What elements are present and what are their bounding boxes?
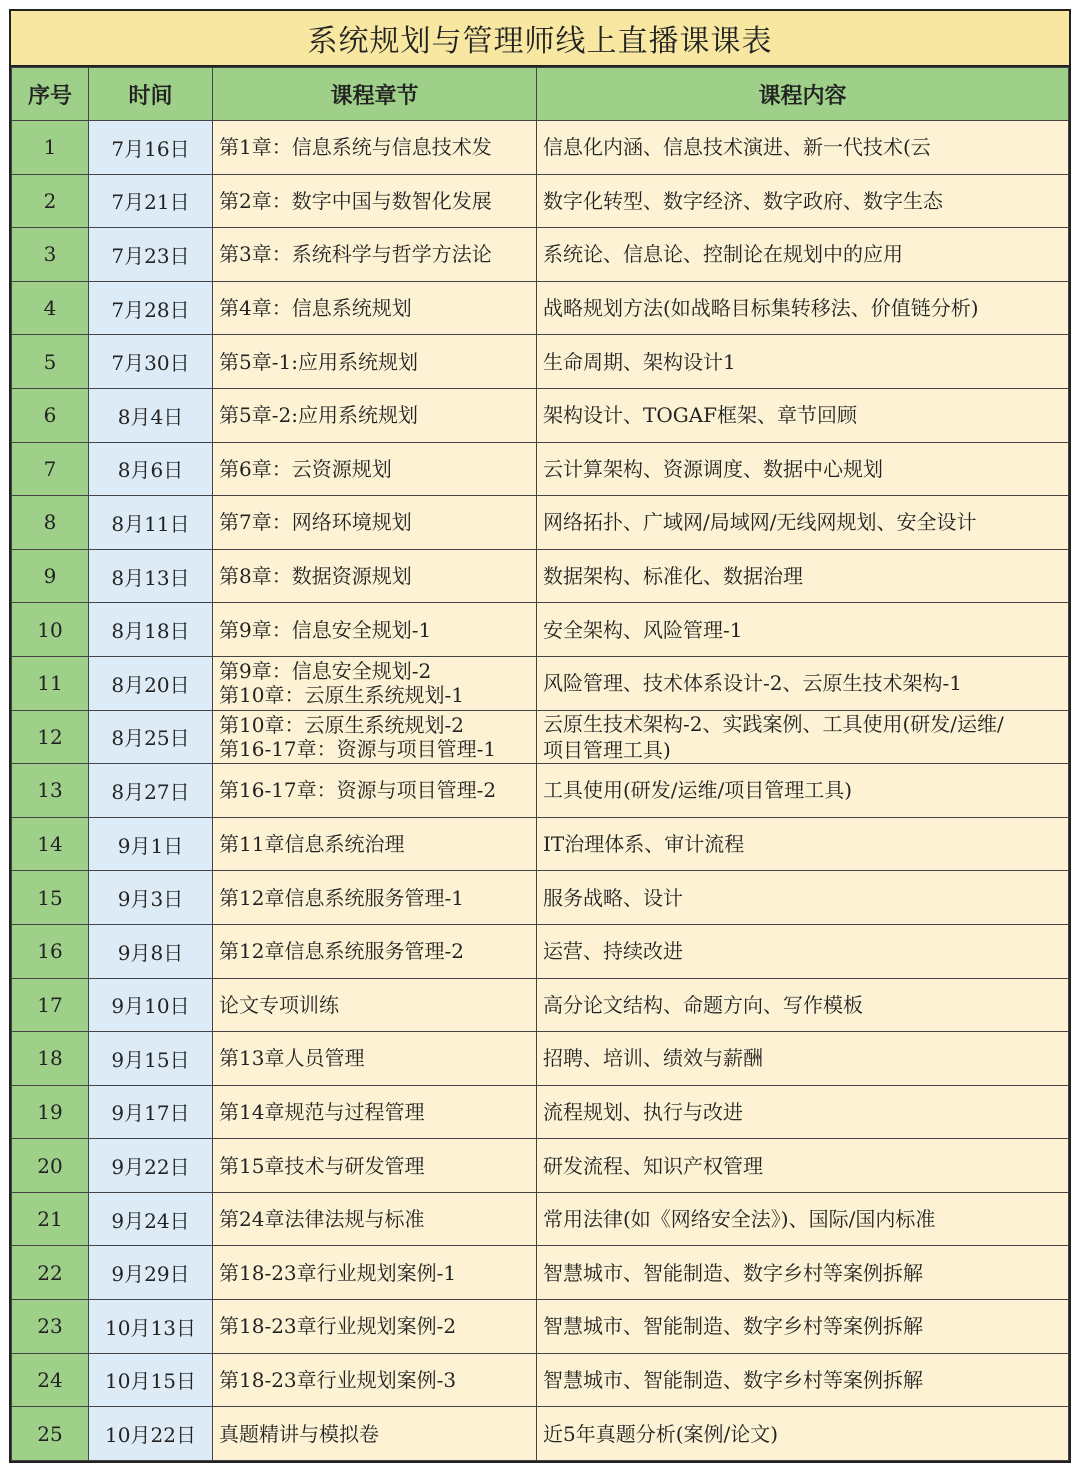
row-number: 21 <box>12 1192 89 1246</box>
row-date: 8月25日 <box>89 710 213 764</box>
row-chapter <box>213 1085 537 1139</box>
content-line: IT治理体系、审计流程 <box>543 832 745 857</box>
content-line: 数字化转型、数字经济、数字政府、数字生态 <box>543 188 943 213</box>
row-number: 11 <box>12 656 89 710</box>
content-line: 生命周期、架构设计1 <box>543 349 736 374</box>
chapter-line: 第5章-1:应用系统规划 <box>219 349 418 374</box>
row-chapter <box>213 924 537 978</box>
row-chapter <box>213 817 537 871</box>
row-date: 8月13日 <box>89 549 213 603</box>
row-date: 7月28日 <box>89 281 213 335</box>
row-date: 7月23日 <box>89 228 213 282</box>
row-content <box>537 817 1069 871</box>
content-line: 研发流程、知识产权管理 <box>543 1153 763 1178</box>
content-line: 智慧城市、智能制造、数字乡村等案例拆解 <box>543 1314 923 1339</box>
row-chapter <box>213 442 537 496</box>
content-line: 招聘、培训、绩效与薪酬 <box>543 1046 763 1071</box>
row-date: 9月22日 <box>89 1139 213 1193</box>
row-content <box>537 1300 1069 1354</box>
page-title: 系统规划与管理师线上直播课课表 <box>11 11 1069 67</box>
chapter-line: 第16-17章：资源与项目管理-1 <box>219 736 497 761</box>
row-content <box>537 442 1069 496</box>
row-number: 10 <box>12 603 89 657</box>
row-number: 18 <box>12 1032 89 1086</box>
row-chapter <box>213 1032 537 1086</box>
row-number: 5 <box>12 335 89 389</box>
row-number: 20 <box>12 1139 89 1193</box>
row-number: 15 <box>12 871 89 925</box>
row-content <box>537 1085 1069 1139</box>
row-chapter <box>213 710 537 764</box>
header-date: 时间 <box>89 68 213 121</box>
row-content <box>537 1353 1069 1407</box>
chapter-line: 第10章：云原生系统规划-2 <box>219 712 464 737</box>
chapter-line: 第18-23章行业规划案例-1 <box>219 1260 457 1285</box>
table-row <box>12 603 1069 657</box>
row-number: 1 <box>12 121 89 175</box>
row-number: 22 <box>12 1246 89 1300</box>
content-line: 工具使用(研发/运维/项目管理工具) <box>543 778 853 803</box>
table-row <box>12 978 1069 1032</box>
row-chapter <box>213 549 537 603</box>
content-line: 智慧城市、智能制造、数字乡村等案例拆解 <box>543 1260 923 1285</box>
content-line: 信息化内涵、信息技术演进、新一代技术(云 <box>543 135 931 160</box>
table-row <box>12 1353 1069 1407</box>
content-line: 风险管理、技术体系设计-2、云原生技术架构-1 <box>543 671 962 696</box>
table-row <box>12 1139 1069 1193</box>
row-chapter <box>213 228 537 282</box>
row-content <box>537 603 1069 657</box>
row-date: 8月18日 <box>89 603 213 657</box>
table-header-row <box>12 68 1069 121</box>
table-row <box>12 1085 1069 1139</box>
chapter-line: 第12章信息系统服务管理-2 <box>219 939 464 964</box>
chapter-line: 第10章：云原生系统规划-1 <box>219 683 464 708</box>
content-line: 运营、持续改进 <box>543 939 683 964</box>
row-chapter <box>213 1353 537 1407</box>
content-line: 项目管理工具) <box>543 737 671 762</box>
row-chapter <box>213 174 537 228</box>
header-content: 课程内容 <box>537 68 1069 121</box>
content-line: 架构设计、TOGAF框架、章节回顾 <box>543 403 858 428</box>
row-number: 12 <box>12 710 89 764</box>
table-row <box>12 228 1069 282</box>
content-line: 服务战略、设计 <box>543 885 683 910</box>
row-chapter <box>213 1300 537 1354</box>
row-number: 17 <box>12 978 89 1032</box>
content-line: 安全架构、风险管理-1 <box>543 617 743 642</box>
row-date: 8月20日 <box>89 656 213 710</box>
content-line: 战略规划方法(如战略目标集转移法、价值链分析) <box>543 296 979 321</box>
row-content <box>537 871 1069 925</box>
content-line: 智慧城市、智能制造、数字乡村等案例拆解 <box>543 1367 923 1392</box>
row-content <box>537 1192 1069 1246</box>
row-chapter <box>213 656 537 710</box>
row-date: 10月13日 <box>89 1300 213 1354</box>
header-chapter: 课程章节 <box>213 68 537 121</box>
table-row <box>12 388 1069 442</box>
table-row <box>12 335 1069 389</box>
table-row <box>12 442 1069 496</box>
row-content <box>537 335 1069 389</box>
row-content <box>537 121 1069 175</box>
chapter-line: 第6章：云资源规划 <box>219 456 392 481</box>
row-content <box>537 1246 1069 1300</box>
row-date: 9月8日 <box>89 924 213 978</box>
row-chapter <box>213 978 537 1032</box>
row-content <box>537 281 1069 335</box>
row-content <box>537 978 1069 1032</box>
row-number: 4 <box>12 281 89 335</box>
schedule-sheet <box>9 9 1071 1463</box>
row-content <box>537 1032 1069 1086</box>
row-chapter <box>213 121 537 175</box>
row-date: 7月21日 <box>89 174 213 228</box>
row-content <box>537 496 1069 550</box>
row-content <box>537 549 1069 603</box>
row-content <box>537 388 1069 442</box>
content-line: 近5年真题分析(案例/论文) <box>543 1421 779 1446</box>
row-chapter <box>213 1192 537 1246</box>
row-number: 2 <box>12 174 89 228</box>
row-date: 8月27日 <box>89 764 213 818</box>
row-number: 13 <box>12 764 89 818</box>
row-chapter <box>213 335 537 389</box>
table-row <box>12 121 1069 175</box>
table-row <box>12 496 1069 550</box>
chapter-line: 论文专项训练 <box>219 992 339 1017</box>
table-body <box>12 121 1069 1461</box>
row-number: 16 <box>12 924 89 978</box>
table-row <box>12 1407 1069 1461</box>
row-chapter <box>213 496 537 550</box>
chapter-line: 第2章：数字中国与数智化发展 <box>219 188 492 213</box>
content-line: 数据架构、标准化、数据治理 <box>543 564 803 589</box>
row-number: 23 <box>12 1300 89 1354</box>
chapter-line: 第8章：数据资源规划 <box>219 564 412 589</box>
row-date: 9月3日 <box>89 871 213 925</box>
row-number: 14 <box>12 817 89 871</box>
row-content <box>537 1407 1069 1461</box>
row-content <box>537 1139 1069 1193</box>
chapter-line: 第11章信息系统治理 <box>219 832 405 857</box>
row-chapter <box>213 388 537 442</box>
content-line: 高分论文结构、命题方向、写作模板 <box>543 992 863 1017</box>
row-chapter <box>213 1139 537 1193</box>
row-number: 7 <box>12 442 89 496</box>
row-date: 7月30日 <box>89 335 213 389</box>
chapter-line: 第12章信息系统服务管理-1 <box>219 885 464 910</box>
chapter-line: 第4章：信息系统规划 <box>219 296 412 321</box>
chapter-line: 第14章规范与过程管理 <box>219 1099 425 1124</box>
row-date: 10月22日 <box>89 1407 213 1461</box>
row-date: 8月6日 <box>89 442 213 496</box>
header-number: 序号 <box>12 68 89 121</box>
row-date: 8月4日 <box>89 388 213 442</box>
table-row <box>12 1300 1069 1354</box>
row-chapter <box>213 1246 537 1300</box>
chapter-line: 真题精讲与模拟卷 <box>219 1421 379 1446</box>
row-number: 6 <box>12 388 89 442</box>
table-row <box>12 281 1069 335</box>
row-content <box>537 710 1069 764</box>
content-line: 系统论、信息论、控制论在规划中的应用 <box>543 242 903 267</box>
row-number: 19 <box>12 1085 89 1139</box>
chapter-line: 第9章：信息安全规划-2 <box>219 659 432 684</box>
table-row <box>12 549 1069 603</box>
chapter-line: 第3章：系统科学与哲学方法论 <box>219 242 492 267</box>
row-date: 10月15日 <box>89 1353 213 1407</box>
row-date: 9月24日 <box>89 1192 213 1246</box>
table-row <box>12 174 1069 228</box>
row-date: 8月11日 <box>89 496 213 550</box>
table-row <box>12 710 1069 764</box>
row-chapter <box>213 603 537 657</box>
table-row <box>12 1032 1069 1086</box>
row-number: 25 <box>12 1407 89 1461</box>
row-date: 9月1日 <box>89 817 213 871</box>
chapter-line: 第15章技术与研发管理 <box>219 1153 425 1178</box>
chapter-line: 第16-17章：资源与项目管理-2 <box>219 778 497 803</box>
row-number: 9 <box>12 549 89 603</box>
content-line: 流程规划、执行与改进 <box>543 1099 743 1124</box>
row-chapter <box>213 764 537 818</box>
table-row <box>12 871 1069 925</box>
table-row <box>12 1246 1069 1300</box>
row-content <box>537 228 1069 282</box>
chapter-line: 第1章：信息系统与信息技术发 <box>219 135 492 160</box>
row-chapter <box>213 871 537 925</box>
table-row <box>12 924 1069 978</box>
row-date: 9月17日 <box>89 1085 213 1139</box>
row-content <box>537 174 1069 228</box>
table-row <box>12 817 1069 871</box>
table-row <box>12 764 1069 818</box>
content-line: 云原生技术架构-2、实践案例、工具使用(研发/运维/ <box>543 711 1004 736</box>
row-number: 8 <box>12 496 89 550</box>
row-chapter <box>213 281 537 335</box>
chapter-line: 第13章人员管理 <box>219 1046 365 1071</box>
content-line: 常用法律(如《网络安全法》)、国际/国内标准 <box>543 1207 936 1232</box>
content-line: 网络拓扑、广域网/局域网/无线网规划、安全设计 <box>543 510 977 535</box>
row-date: 7月16日 <box>89 121 213 175</box>
chapter-line: 第18-23章行业规划案例-3 <box>219 1367 457 1392</box>
row-content <box>537 764 1069 818</box>
chapter-line: 第9章：信息安全规划-1 <box>219 617 432 642</box>
chapter-line: 第7章：网络环境规划 <box>219 510 412 535</box>
schedule-table <box>11 67 1069 1461</box>
table-row <box>12 656 1069 710</box>
chapter-line: 第5章-2:应用系统规划 <box>219 403 418 428</box>
table-row <box>12 1192 1069 1246</box>
row-chapter <box>213 1407 537 1461</box>
row-content <box>537 924 1069 978</box>
chapter-line: 第24章法律法规与标准 <box>219 1207 425 1232</box>
content-line: 云计算架构、资源调度、数据中心规划 <box>543 456 883 481</box>
row-date: 9月29日 <box>89 1246 213 1300</box>
row-date: 9月10日 <box>89 978 213 1032</box>
row-date: 9月15日 <box>89 1032 213 1086</box>
row-number: 3 <box>12 228 89 282</box>
row-number: 24 <box>12 1353 89 1407</box>
chapter-line: 第18-23章行业规划案例-2 <box>219 1314 457 1339</box>
row-content <box>537 656 1069 710</box>
